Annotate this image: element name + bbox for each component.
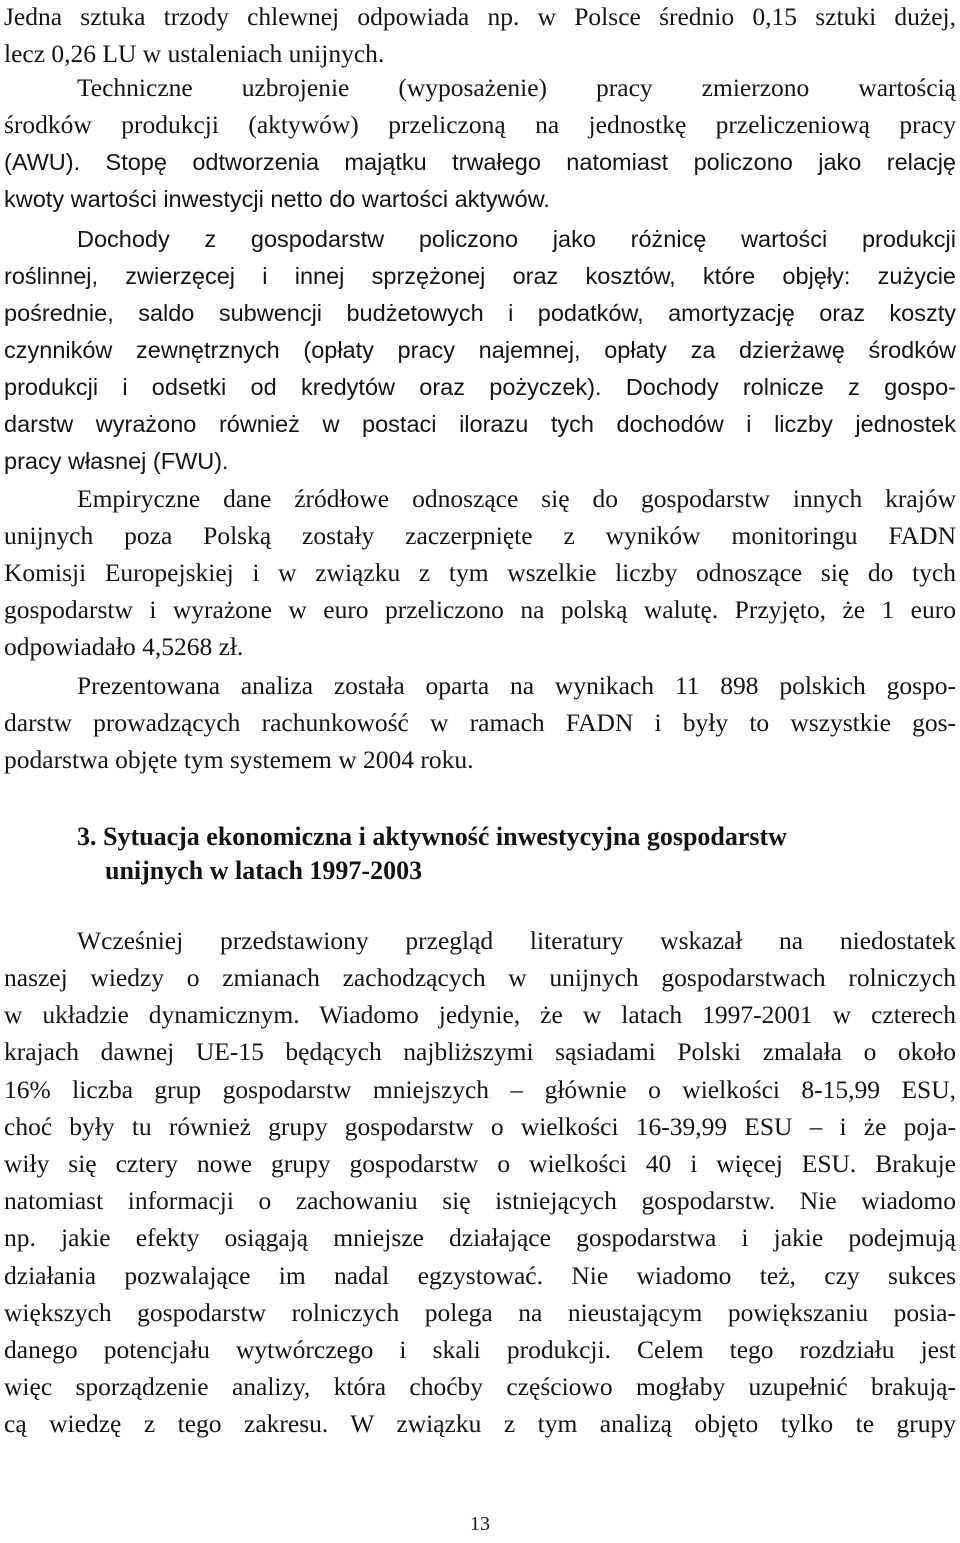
text-line: darstw prowadzących rachunkowość w ramach FADN i były to wszystkie gos- [4,708,956,737]
text-line: w układzie dynamicznym. Wiadomo jedynie, że w latach 1997-2001 w czterech [4,1000,956,1029]
text-line: Wcześniej przedstawiony przegląd literatury wskazał na niedostatek [77,926,956,955]
text-line: więc sporządzenie analizy, która choćby częściowo mogłaby uzupełnić brakują- [4,1372,956,1401]
text-line: odpowiadało 4,5268 zł. [4,632,244,661]
text-line: unijnych poza Polską zostały zaczerpnięte z wyników monitoringu FADN [4,521,956,550]
text-line: natomiast informacji o zachowaniu się istniejących gospodarstw. Nie wiadomo [4,1186,956,1215]
text-line: (AWU). Stopę odtworzenia majątku trwałego natomiast policzono jako relację [4,149,956,175]
text-line: lecz 0,26 LU w ustaleniach unijnych. [4,39,385,68]
text-line: Dochody z gospodarstw policzono jako różnicę wartości produkcji [77,226,956,252]
text-line: roślinnej, zwierzęcej i innej sprzężonej oraz kosztów, które objęły: zużycie [4,263,956,289]
text-line: podarstwa objęte tym systemem w 2004 roku. [4,745,474,774]
text-line: Techniczne uzbrojenie (wyposażenie) pracy zmierzono wartością [77,73,956,102]
text-line: naszej wiedzy o zmianach zachodzących w unijnych gospodarstwach rolniczych [4,963,956,992]
text-line: produkcji i odsetki od kredytów oraz pożyczek). Dochody rolnicze z gospo- [4,374,956,400]
text-line: Empiryczne dane źródłowe odnoszące się do gospodarstw innych krajów [77,484,956,513]
text-line: Jedna sztuka trzody chlewnej odpowiada np. w Polsce średnio 0,15 sztuki dużej, [4,2,956,31]
text-line: kwoty wartości inwestycji netto do wartości aktywów. [4,186,550,212]
text-line: Prezentowana analiza została oparta na wynikach 11 898 polskich gospo- [77,671,956,700]
text-line: pośrednie, saldo subwencji budżetowych i podatków, amortyzację oraz koszty [4,300,956,326]
text-line: gospodarstw i wyrażone w euro przeliczono na polską walutę. Przyjęto, że 1 euro [4,595,956,624]
text-line: większych gospodarstw rolniczych polega na nieustającym powiększaniu posia- [4,1298,956,1327]
text-line: np. jakie efekty osiągają mniejsze działające gospodarstwa i jakie podejmują [4,1223,956,1252]
text-line: danego potencjału wytwórczego i skali produkcji. Celem tego rozdziału jest [4,1335,956,1364]
text-line: choć były tu również grupy gospodarstw o wielkości 16-39,99 ESU – i że poja- [4,1112,956,1141]
text-line: pracy własnej (FWU). [4,448,229,474]
text-line: cą wiedzę z tego zakresu. W związku z tym analizą objęto tylko te grupy [4,1409,956,1438]
section-heading-continued: unijnych w latach 1997-2003 [105,856,423,885]
section-heading: 3. Sytuacja ekonomiczna i aktywność inwestycyjna gospodarstw [77,822,787,851]
text-line: krajach dawnej UE-15 będących najbliższymi sąsiadami Polski zmalała o około [4,1037,956,1066]
text-line: działania pozwalające im nadal egzystować. Nie wiadomo też, czy sukces [4,1261,956,1290]
text-line: Komisji Europejskiej i w związku z tym wszelkie liczby odnoszące się do tych [4,558,956,587]
text-line: środków produkcji (aktywów) przeliczoną na jednostkę przeliczeniową pracy [4,110,956,139]
page-number: 13 [470,1513,490,1535]
text-line: czynników zewnętrznych (opłaty pracy najemnej, opłaty za dzierżawę środków [4,337,956,363]
text-line: 16% liczba grup gospodarstw mniejszych – głównie o wielkości 8-15,99 ESU, [4,1075,956,1104]
text-line: wiły się cztery nowe grupy gospodarstw o wielkości 40 i więcej ESU. Brakuje [4,1149,956,1178]
text-line: darstw wyrażono również w postaci ilorazu tych dochodów i liczby jednostek [4,411,956,437]
